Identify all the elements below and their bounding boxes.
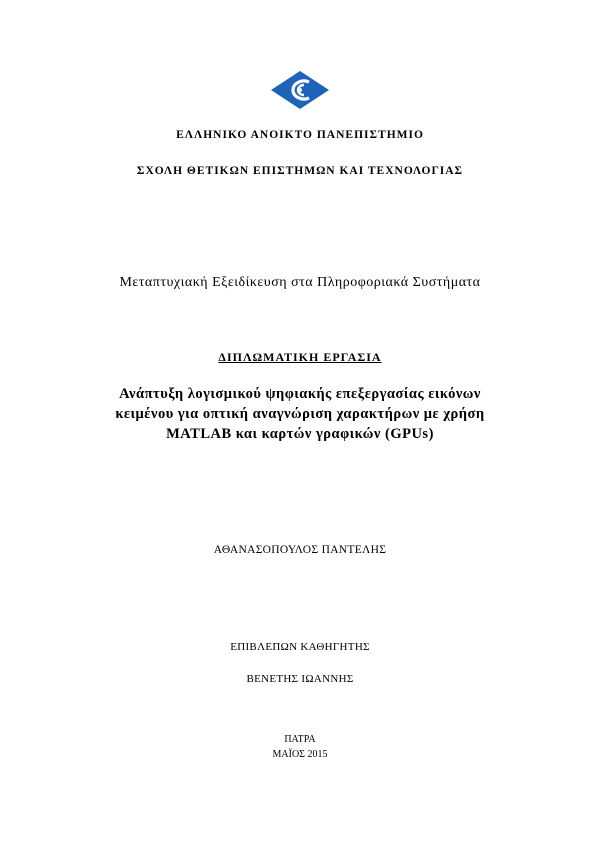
supervisor-label: ΕΠΙΒΛΕΠΩΝ ΚΑΘΗΓΗΤΗΣ: [230, 641, 370, 653]
university-name: ΕΛΛΗΝΙΚΟ ΑΝΟΙΚΤΟ ΠΑΝΕΠΙΣΤΗΜΙΟ: [176, 129, 424, 141]
date: ΜΑΪΟΣ 2015: [272, 749, 328, 760]
thesis-title-line: MATLAB και καρτών γραφικών (GPUs): [166, 426, 434, 442]
university-logo-icon: [270, 70, 330, 110]
program-name: Μεταπτυχιακή Εξειδίκευση στα Πληροφοριακά Συστήματα: [119, 275, 481, 290]
author-name: ΑΘΑΝΑΣΟΠΟΥΛΟΣ ΠΑΝΤΕΛΗΣ: [213, 544, 387, 556]
thesis-title-line: Ανάπτυξη λογισμικού ψηφιακής επεξεργασίας εικόνων: [119, 386, 481, 402]
thesis-title-line: κειμένου για οπτική αναγνώριση χαρακτήρων με χρήση: [115, 406, 485, 422]
city: ΠΑΤΡΑ: [284, 734, 316, 745]
thesis-title: [0, 384, 600, 444]
school-name: ΣΧΟΛΗ ΘΕΤΙΚΩΝ ΕΠΙΣΤΗΜΩΝ ΚΑΙ ΤΕΧΝΟΛΟΓΙΑΣ: [136, 165, 464, 177]
thesis-type-heading: ΔΙΠΛΩΜΑΤΙΚΗ ΕΡΓΑΣΙΑ: [218, 350, 382, 364]
supervisor-name: ΒΕΝΕΤΗΣ ΙΩΑΝΝΗΣ: [246, 673, 354, 685]
